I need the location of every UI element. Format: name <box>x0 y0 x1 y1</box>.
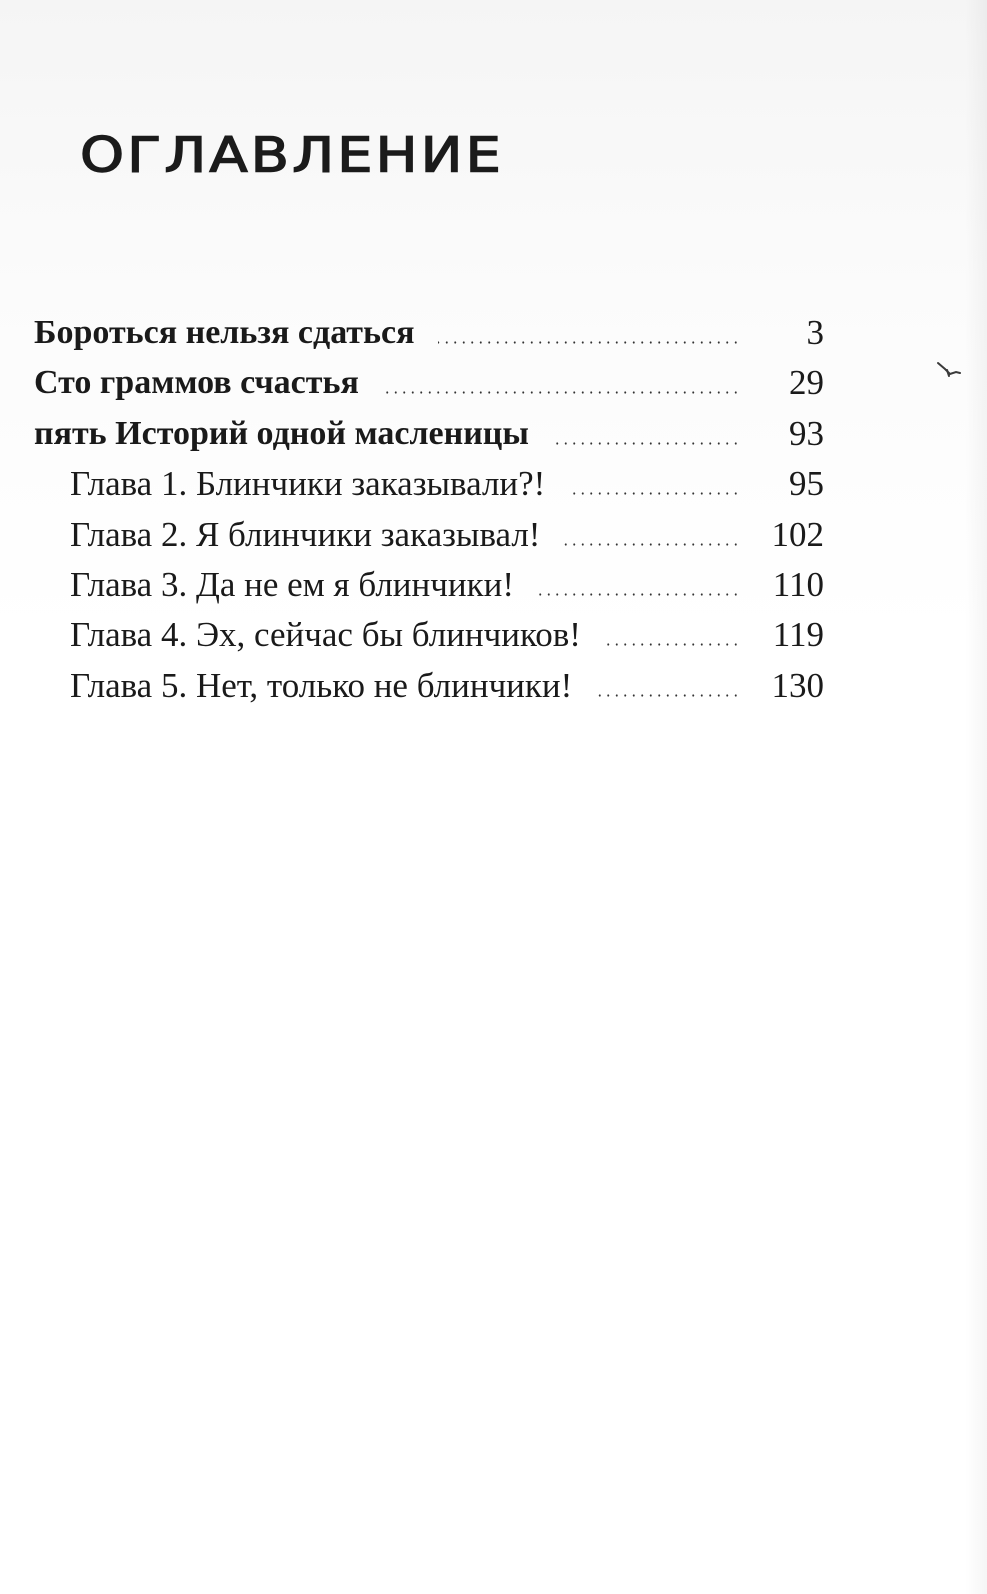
toc-entry-page: 102 <box>771 514 824 554</box>
toc-entry[interactable] <box>34 661 834 711</box>
page-edge-shadow <box>965 0 987 1594</box>
toc-leader-dots <box>596 694 740 697</box>
page-title: ОГЛАВЛЕНИЕ <box>80 127 504 184</box>
toc-leader-dots <box>564 543 740 546</box>
toc-entry-title: Глава 1. Блинчики заказывали?! <box>70 464 546 504</box>
toc-entry[interactable] <box>34 409 834 459</box>
toc-entry[interactable] <box>34 610 834 660</box>
toc-leader-dots <box>383 391 740 394</box>
toc-entry-page: 110 <box>772 564 824 604</box>
toc-entry-title: Глава 2. Я блинчики заказывал! <box>70 514 541 554</box>
toc-entry-title: Глава 3. Да не ем я блинчики! <box>70 564 514 604</box>
ink-speck-icon <box>936 360 962 380</box>
toc-entry[interactable] <box>34 308 834 358</box>
toc-entry-page: 130 <box>771 665 824 705</box>
toc-entry[interactable] <box>34 560 834 610</box>
toc-entry[interactable] <box>34 459 834 509</box>
toc-entry-title: Бороться нельзя сдаться <box>34 314 415 351</box>
toc-entry-page: 95 <box>789 464 824 504</box>
toc-leader-dots <box>553 442 740 445</box>
toc-entry[interactable] <box>34 358 834 408</box>
toc-entry-title: Сто граммов счастья <box>34 364 359 402</box>
table-of-contents <box>34 308 834 711</box>
toc-entry-page: 3 <box>806 313 824 352</box>
toc-leader-dots <box>569 492 740 495</box>
toc-entry-page: 93 <box>789 413 824 453</box>
toc-leader-dots <box>538 593 740 596</box>
toc-entry-page: 119 <box>772 615 824 655</box>
toc-leader-dots <box>438 341 740 344</box>
toc-leader-dots <box>605 643 740 646</box>
toc-entry-title: Глава 4. Эх, сейчас бы блинчиков! <box>70 615 581 655</box>
toc-entry-title: пять Историй одной масленицы <box>34 414 529 452</box>
toc-entry[interactable] <box>34 510 834 560</box>
toc-entry-title: Глава 5. Нет, только не блинчики! <box>70 665 573 705</box>
toc-entry-page: 29 <box>789 363 824 403</box>
